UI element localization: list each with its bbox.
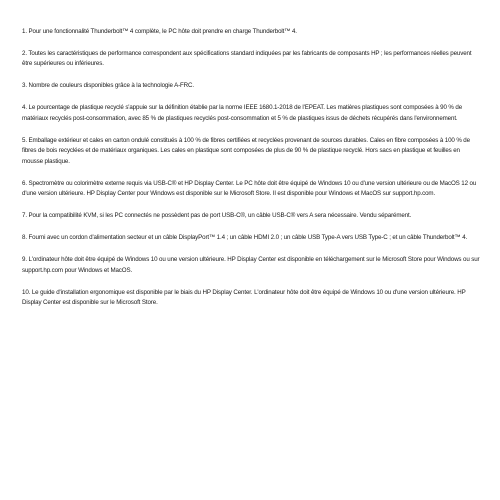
footnote-10: 10. Le guide d'installation ergonomique est disponible par le biais du HP Display Center. L'ordinateur hôte doit être équipé de Windows 10 ou d'une version ultérieure. HP Display Center est disponible sur le Microsoft Store. [22, 288, 466, 307]
footnote-6: 6. Spectromètre ou colorimètre externe requis via USB-C® et HP Display Center. Le PC hôte doit être équipé de Windows 10 ou d'une version ultérieure ou de MacOS 12 ou d'une version ultérieure. HP Display Center pour Windows est disponible sur le Microsoft Store. Il est disponible pour Windows et MacOS sur support.hp.com. [22, 179, 477, 198]
footnote-3: 3. Nombre de couleurs disponibles grâce à la technologie A-FRC. [22, 82, 194, 90]
footnote-7: 7. Pour la compatibilité KVM, si les PC connectés ne possèdent pas de port USB-C®, un câble USB-C® vers A sera nécessaire. Vendu séparément. [22, 212, 412, 220]
footnote-8: 8. Fourni avec un cordon d'alimentation secteur et un câble DisplayPort™ 1.4 ; un câble HDMI 2.0 ; un câble USB Type-A vers USB Type-C ; et un câble Thunderbolt™ 4. [22, 234, 468, 242]
footnote-5: 5. Emballage extérieur et cales en carton ondulé constitués à 100 % de fibres certifiées et recyclées provenant de sources durables. Cales en fibre composées à 100 % de fibres de bois recyclées et de matériaux organiques. Les cales en plastique sont composées de plus de 90 % de plastique recyclé. Hors sacs en plastique et feuilles en mousse plastique. [22, 136, 470, 165]
footnote-9: 9. L'ordinateur hôte doit être équipé de Windows 10 ou une version ultérieure. HP Display Center est disponible en téléchargement sur le Microsoft Store pour Windows ou sur support.hp.com pour Windows et MacOS. [22, 256, 480, 274]
footnote-4: 4. Le pourcentage de plastique recyclé s'appuie sur la définition établie par la norme IEEE 1680.1-2018 de l'EPEAT. Les matières plastiques sont composées à 90 % de matériaux recyclés post-consommation, avec 85 % de plastiques recyclés post-consommation et 5 % de plastiques issus de déchets récupérés dans l'environnement. [22, 104, 463, 122]
footnote-1: 1. Pour une fonctionnalité Thunderbolt™ 4 complète, le PC hôte doit prendre en charge Thunderbolt™ 4. [22, 28, 297, 35]
footnote-2: 2. Toutes les caractéristiques de performance correspondent aux spécifications standard indiquées par les fabricants de composants HP ; les performances réelles peuvent être supérieures ou inférieures. [22, 49, 472, 68]
footnotes-list [22, 27, 482, 320]
